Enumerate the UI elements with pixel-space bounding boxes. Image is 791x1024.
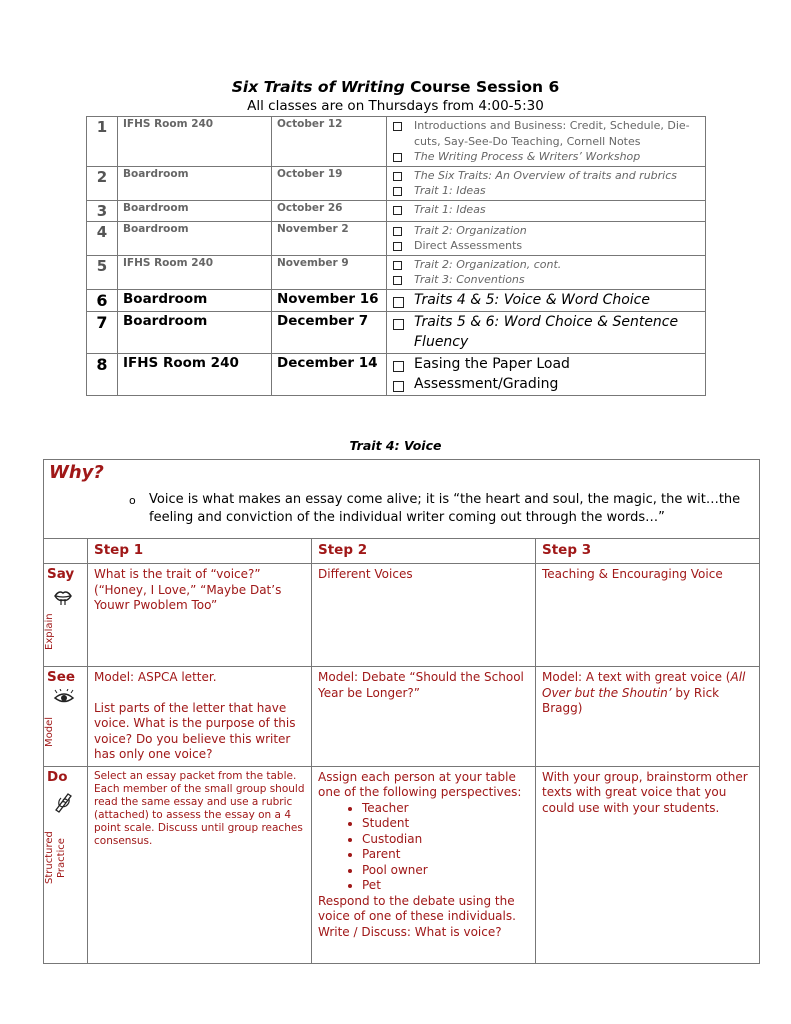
checkbox-icon: [393, 227, 402, 236]
see-step-3: Model: A text with great voice (All Over but the Shoutin’ by Rick Bragg): [536, 667, 760, 767]
topic-item: Trait 2: Organization: [392, 223, 700, 239]
schedule-row: [87, 200, 706, 221]
topic-item: Direct Assessments: [392, 238, 700, 254]
session-date: December 14: [272, 354, 387, 396]
eye-icon: [53, 689, 75, 705]
session-number: 6: [87, 289, 118, 312]
session-location: Boardroom: [118, 221, 272, 255]
checkbox-icon: [393, 261, 402, 270]
perspective-item: • Pool owner: [362, 863, 529, 879]
session-number: 8: [87, 354, 118, 396]
schedule-row: [87, 289, 706, 312]
do-label-cell: [44, 766, 88, 963]
say-step-1: What is the trait of “voice?” (“Honey, I Love,” “Maybe Dat’s Youwr Pwoblem Too”: [88, 564, 312, 667]
session-date: November 2: [272, 221, 387, 255]
session-date: October 26: [272, 200, 387, 221]
session-number: 2: [87, 166, 118, 200]
say-label-cell: [44, 564, 88, 667]
checkbox-icon: [393, 297, 404, 308]
topic-item: Trait 1: Ideas: [392, 183, 700, 199]
session-location: IFHS Room 240: [118, 117, 272, 167]
bullet: o: [129, 494, 136, 507]
session-topics: [387, 221, 706, 255]
see-label: See: [47, 669, 76, 685]
session-number: 3: [87, 200, 118, 221]
session-topics: [387, 312, 706, 354]
schedule-row: [87, 166, 706, 200]
say-step-3: Teaching & Encouraging Voice: [536, 564, 760, 667]
topic-item: The Writing Process & Writers’ Workshop: [392, 149, 700, 165]
checkbox-icon: [393, 172, 402, 181]
do-step-2: Assign each person at your table one of the following perspectives: • Teacher • Student • Custodian • Parent • Pool owner • Pet Respond to the debate using the voice of one of these individuals. Write / Discuss: What is voice?: [312, 766, 536, 963]
session-date: November 16: [272, 289, 387, 312]
checkbox-icon: [393, 276, 402, 285]
schedule-table: [86, 116, 706, 396]
session-number: 5: [87, 255, 118, 289]
session-date: December 7: [272, 312, 387, 354]
schedule-row: [87, 354, 706, 396]
page-subtitle: All classes are on Thursdays from 4:00-5:30: [247, 98, 544, 114]
see-step-2: Model: Debate “Should the School Year be Longer?”: [312, 667, 536, 767]
topic-item: Easing the Paper Load: [392, 355, 700, 375]
schedule-row: [87, 255, 706, 289]
session-topics: [387, 255, 706, 289]
why-cell: [44, 460, 760, 539]
schedule-row: [87, 117, 706, 167]
perspective-item: • Student: [362, 816, 529, 832]
page-title: Six Traits of Writing Course Session 6: [231, 78, 560, 96]
topic-item: Traits 4 & 5: Voice & Word Choice: [392, 291, 700, 311]
topic-item: The Six Traits: An Overview of traits and rubrics: [392, 168, 700, 184]
perspective-item: • Teacher: [362, 801, 529, 817]
say-vertical-label: Explain: [44, 613, 55, 651]
section-title: Trait 4: Voice: [349, 438, 442, 453]
writing-hand-icon: [53, 789, 75, 813]
session-topics: [387, 200, 706, 221]
say-label: Say: [47, 566, 75, 582]
checkbox-icon: [393, 187, 402, 196]
checkbox-icon: [393, 319, 404, 330]
topic-item: Trait 3: Conventions: [392, 272, 700, 288]
topic-item: Introductions and Business: Credit, Schedule, Die-cuts, Say-See-Do Teaching, Cornell Notes: [392, 118, 700, 149]
voice-table: [43, 459, 760, 964]
session-topics: [387, 354, 706, 396]
checkbox-icon: [393, 206, 402, 215]
session-location: Boardroom: [118, 200, 272, 221]
do-step-1: Select an essay packet from the table. Each member of the small group should read the same essay and use a rubric (attached) to assess the essay on a 4 point scale. Discuss until group reaches consensus.: [88, 766, 312, 963]
session-number: 4: [87, 221, 118, 255]
session-number: 7: [87, 312, 118, 354]
session-date: October 19: [272, 166, 387, 200]
topic-item: Assessment/Grading: [392, 375, 700, 395]
do-step-3: With your group, brainstorm other texts with great voice that you could use with your students.: [536, 766, 760, 963]
why-text: o Voice is what makes an essay come alive; it is “the heart and soul, the magic, the wit…the feeling and conviction of the individual writer coming out through the words…”: [129, 492, 741, 525]
topic-item: Traits 5 & 6: Word Choice & Sentence Fluency: [392, 313, 700, 352]
step-3-header: Step 3: [536, 539, 760, 564]
perspective-item: • Custodian: [362, 832, 529, 848]
schedule-row: [87, 221, 706, 255]
session-topics: [387, 289, 706, 312]
see-step-1: Model: ASPCA letter. List parts of the letter that have voice. What is the purpose of this voice? Do you believe this writer has only one voice?: [88, 667, 312, 767]
corner-cell: [44, 539, 88, 564]
why-heading: Why?: [49, 462, 104, 483]
session-topics: [387, 166, 706, 200]
topic-item: Trait 2: Organization, cont.: [392, 257, 700, 273]
say-step-2: Different Voices: [312, 564, 536, 667]
checkbox-icon: [393, 381, 404, 392]
step-1-header: Step 1: [88, 539, 312, 564]
checkbox-icon: [393, 361, 404, 372]
checkbox-icon: [393, 153, 402, 162]
schedule-row: [87, 312, 706, 354]
session-location: Boardroom: [118, 289, 272, 312]
checkbox-icon: [393, 242, 402, 251]
perspective-item: • Pet: [362, 878, 529, 894]
do-label: Do: [47, 768, 68, 785]
session-location: IFHS Room 240: [118, 255, 272, 289]
do-vertical-label: Structured Practice: [44, 831, 67, 884]
session-date: October 12: [272, 117, 387, 167]
see-label-cell: [44, 667, 88, 767]
session-location: Boardroom: [118, 166, 272, 200]
see-vertical-label: Model: [44, 716, 55, 748]
session-location: Boardroom: [118, 312, 272, 354]
lips-icon: [53, 586, 73, 606]
checkbox-icon: [393, 122, 402, 131]
session-number: 1: [87, 117, 118, 167]
perspective-list: [318, 801, 529, 894]
session-location: IFHS Room 240: [118, 354, 272, 396]
topic-item: Trait 1: Ideas: [392, 202, 700, 218]
step-2-header: Step 2: [312, 539, 536, 564]
session-date: November 9: [272, 255, 387, 289]
session-topics: [387, 117, 706, 167]
perspective-item: • Parent: [362, 847, 529, 863]
